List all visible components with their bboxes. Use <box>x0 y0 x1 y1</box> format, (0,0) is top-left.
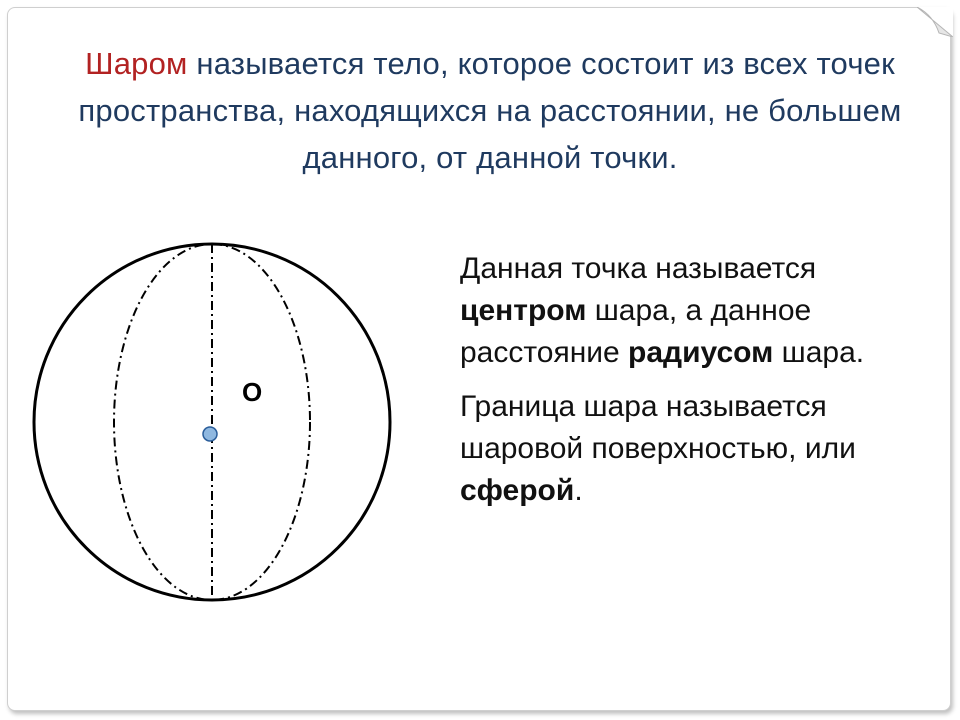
text-fragment: шара. <box>773 336 865 369</box>
term-ball: Шаром <box>85 46 188 81</box>
paragraph-center-radius <box>460 248 930 374</box>
paragraph-sphere <box>460 386 930 512</box>
text-fragment: шара, а данное расстояние <box>460 294 812 369</box>
center-label: O <box>242 377 263 407</box>
definition-text: называется тело, которое состоит из всех точек пространства, находящихся на расстоянии, не большем данного, от данной точки. <box>78 46 902 175</box>
term-radius: радиусом <box>628 336 774 369</box>
text-fragment: Граница шара называется шаровой поверхностью, или <box>460 390 856 465</box>
text-fragment: . <box>574 474 583 507</box>
term-center: центром <box>460 294 587 327</box>
center-point <box>203 427 217 441</box>
term-sphere: сферой <box>460 474 575 507</box>
text-fragment: Данная точка называется <box>460 252 817 285</box>
explanation-text <box>460 248 930 524</box>
